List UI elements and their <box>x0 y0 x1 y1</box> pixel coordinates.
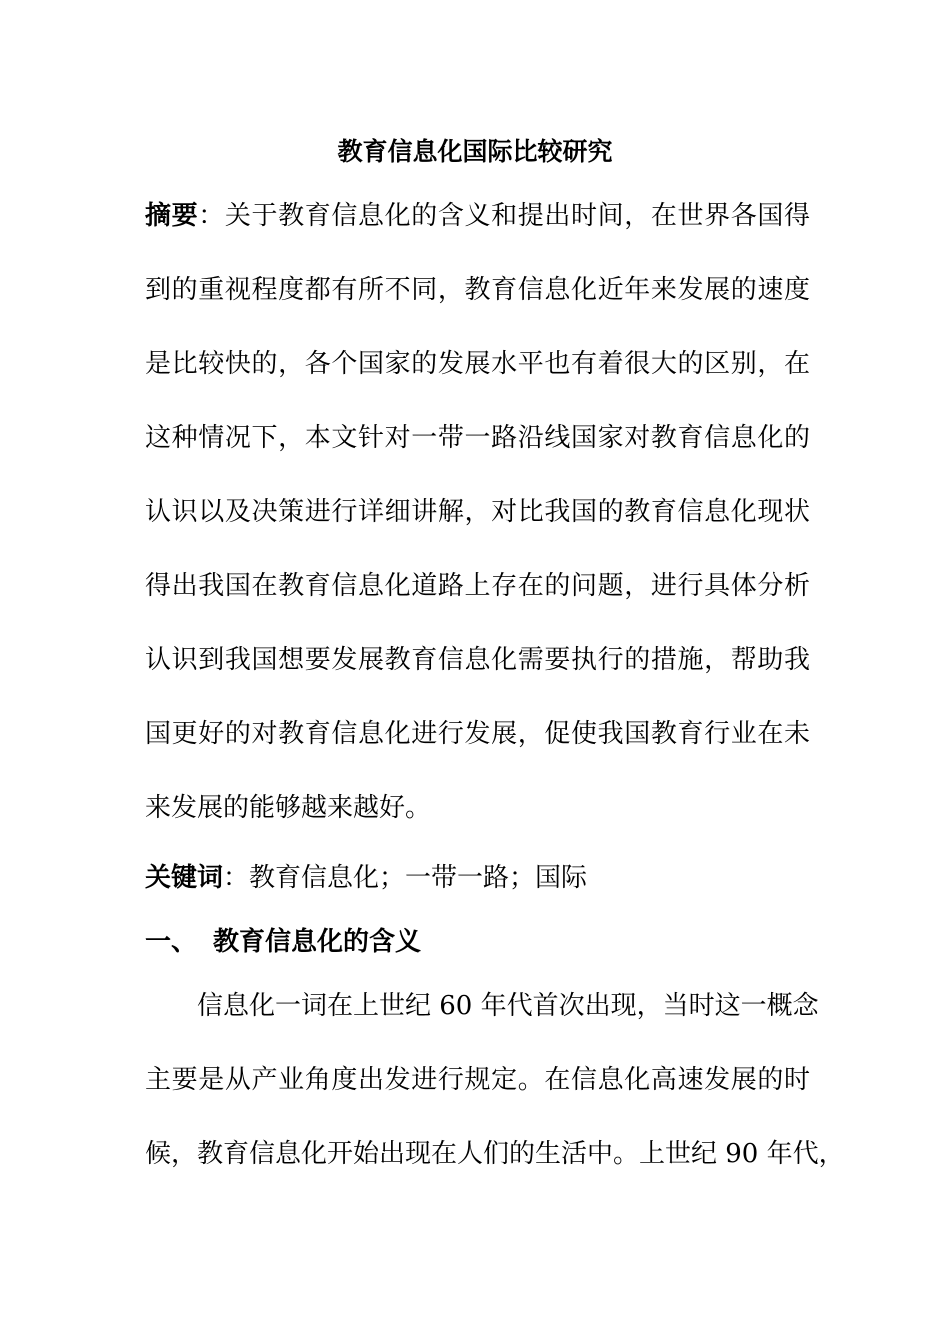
keywords-value: 教育信息化；一带一路；国际 <box>249 863 588 893</box>
body-text-line: 主要是从产业角度出发进行规定。在信息化高速发展的时 <box>145 1065 810 1095</box>
keywords-label: 关键词 <box>145 863 224 893</box>
abstract-text-line: 得出我国在教育信息化道路上存在的问题，进行具体分析 <box>145 571 810 601</box>
section-number: 一、 <box>145 927 198 957</box>
keywords-colon: ： <box>223 863 250 893</box>
document-title: 教育信息化国际比较研究 <box>337 137 613 166</box>
abstract-text-line: 这种情况下，本文针对一带一路沿线国家对教育信息化的 <box>145 423 810 453</box>
abstract-text-line: 来发展的能够越来越好。 <box>145 793 432 823</box>
abstract-colon: ： <box>198 201 225 231</box>
abstract-text-line: 认识到我国想要发展教育信息化需要执行的措施，帮助我 <box>145 645 810 675</box>
abstract-label: 摘要 <box>145 201 199 231</box>
abstract-text-line: 国更好的对教育信息化进行发展，促使我国教育行业在未 <box>145 719 810 749</box>
section-heading <box>145 924 421 960</box>
keywords-line <box>145 860 810 896</box>
body-text-line: 信息化一词在上世纪 60 年代首次出现，当时这一概念 <box>197 991 819 1021</box>
abstract-text-line: 是比较快的，各个国家的发展水平也有着很大的区别，在 <box>145 349 810 379</box>
abstract-text-line: 关于教育信息化的含义和提出时间，在世界各国得 <box>224 201 810 231</box>
abstract-text-line: 认识以及决策进行详细讲解，对比我国的教育信息化现状 <box>145 497 810 527</box>
section-title: 教育信息化的含义 <box>213 927 422 957</box>
abstract-text-line: 到的重视程度都有所不同，教育信息化近年来发展的速度 <box>145 275 810 305</box>
body-text-line: 候，教育信息化开始出现在人们的生活中。上世纪 90 年代， <box>145 1139 845 1169</box>
abstract-first-line <box>145 198 810 234</box>
